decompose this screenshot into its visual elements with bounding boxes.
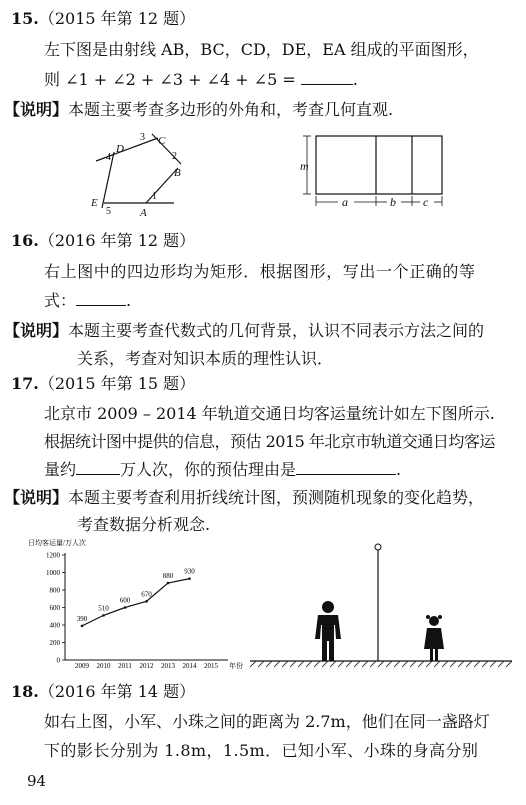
label-m: m	[300, 159, 309, 173]
y-tick-label: 200	[49, 639, 60, 647]
angle-4: 4	[106, 152, 111, 163]
q16-text-2	[44, 291, 131, 311]
q15-header	[11, 9, 195, 29]
q17-note-text-2: 考查数据分析观念.	[77, 515, 211, 534]
q16-text-1: 右上图中的四边形均为矩形．根据图形，写出一个正确的等	[44, 262, 476, 281]
y-tick-label: 1000	[46, 569, 60, 577]
q18-text-2: 下的影长分别为 1.8m，1.5m．已知小军、小珠的身高分别	[44, 741, 479, 760]
x-tick-label: 2014	[182, 662, 197, 670]
chart-x-axis-label: 年份	[229, 662, 243, 670]
data-point	[124, 606, 127, 609]
lamp-bulb	[375, 544, 381, 550]
y-tick-label: 600	[49, 604, 60, 612]
x-tick-label: 2013	[161, 662, 175, 670]
page-number: 94	[27, 772, 47, 790]
angle-3: 3	[140, 132, 145, 143]
label-b-width: b	[390, 195, 396, 209]
y-tick-label: 1200	[46, 551, 60, 560]
y-tick-label: 0	[56, 656, 60, 665]
data-label: 390	[76, 614, 88, 623]
q17-text-2: 根据统计图中提供的信息，预估 2015 年北京市轨道交通日均客运	[44, 432, 495, 451]
q16-note-tag: 【说明】	[4, 321, 69, 340]
chart-y-axis-label: 日均客运量/万人次	[28, 539, 86, 547]
q15-source: （2015 年第 12 题）	[38, 9, 196, 28]
q17-reason-label: 万人次，你的预估理由是	[120, 460, 297, 479]
x-tick-label: 2011	[118, 662, 132, 670]
q17-text-1: 北京市 2009 – 2014 年轨道交通日均客运量统计如左下图所示.	[44, 404, 495, 423]
x-tick-label: 2012	[139, 662, 154, 670]
q16-answer-blank[interactable]	[76, 291, 126, 306]
data-label: 600	[119, 596, 131, 605]
girl-silhouette	[424, 615, 444, 661]
angle-5: 5	[106, 206, 111, 217]
data-label: 510	[98, 604, 109, 613]
q18-number: 18.	[11, 682, 39, 701]
label-b: B	[174, 167, 181, 179]
q17-note	[4, 488, 484, 508]
data-label: 880	[162, 572, 174, 580]
q18-header	[11, 682, 195, 702]
q16-period: .	[126, 291, 132, 310]
data-point	[167, 582, 170, 585]
q17-reason-blank[interactable]	[296, 460, 396, 475]
q16-header	[11, 231, 195, 251]
data-point	[102, 614, 105, 617]
q15-note	[4, 100, 393, 120]
q17-number: 17.	[11, 374, 39, 393]
q15-formula: 则 ∠1 + ∠2 + ∠3 + ∠4 + ∠5 =	[44, 70, 296, 89]
q16-label: 式：	[44, 291, 77, 310]
q17-period: .	[396, 460, 402, 479]
q15-period: .	[352, 70, 359, 89]
pentagon-figure	[88, 128, 190, 220]
ridership-line-chart	[10, 537, 250, 672]
q17-header	[11, 374, 195, 394]
q17-source: （2015 年第 15 题）	[38, 374, 196, 393]
q17-amount-blank[interactable]	[76, 460, 120, 475]
x-tick-label: 2010	[96, 662, 111, 670]
rectangle-figure	[298, 130, 450, 212]
q17-note-tag: 【说明】	[4, 488, 69, 507]
q16-note	[4, 321, 484, 341]
y-tick-label: 400	[49, 621, 60, 630]
y-tick-label: 800	[49, 586, 60, 595]
label-e: E	[91, 197, 98, 209]
angle-1: 1	[152, 191, 157, 202]
q16-note-text-2: 关系，考查对知识本质的理性认识．	[77, 349, 334, 368]
q16-note-text-1: 本题主要考查代数式的几何背景，认识不同表示方法之间的	[68, 321, 485, 340]
q15-number: 15.	[11, 9, 39, 28]
q15-text-1: 左下图是由射线 AB，BC，CD，DE，EA 组成的平面图形，	[44, 40, 479, 59]
x-tick-label: 2015	[204, 662, 218, 670]
q18-source: （2016 年第 14 题）	[38, 682, 196, 701]
series-line	[82, 579, 190, 626]
label-c-width: c	[423, 195, 429, 209]
q18-text-1: 如右上图，小军、小珠之间的距离为 2.7m，他们在同一盏路灯	[44, 712, 490, 731]
q15-answer-blank[interactable]	[301, 70, 353, 85]
q15-text-2	[44, 70, 358, 90]
ground-hatching	[250, 661, 512, 667]
label-c: C	[158, 135, 166, 147]
big-rectangle	[316, 136, 442, 194]
q17-note-text-1: 本题主要考查利用折线统计图，预测随机现象的变化趋势，	[68, 488, 485, 507]
q16-source: （2016 年第 12 题）	[38, 231, 196, 250]
q17-amount-label: 量约	[44, 460, 77, 479]
q17-text-3	[44, 460, 401, 480]
angle-2: 2	[172, 151, 177, 162]
data-point	[145, 600, 148, 603]
boy-silhouette	[315, 601, 341, 661]
q15-note-text: 本题主要考查多边形的外角和，考查几何直观.	[68, 100, 394, 119]
q15-note-tag: 【说明】	[4, 100, 69, 119]
x-tick-label: 2009	[75, 662, 89, 670]
label-a: A	[140, 207, 147, 219]
q16-number: 16.	[11, 231, 39, 250]
data-point	[188, 577, 191, 580]
data-point	[81, 625, 84, 628]
label-a-width: a	[342, 195, 348, 209]
data-label: 670	[141, 590, 152, 599]
data-label: 930	[184, 567, 195, 576]
street-lamp-figure	[246, 537, 516, 672]
label-d: D	[116, 143, 124, 155]
